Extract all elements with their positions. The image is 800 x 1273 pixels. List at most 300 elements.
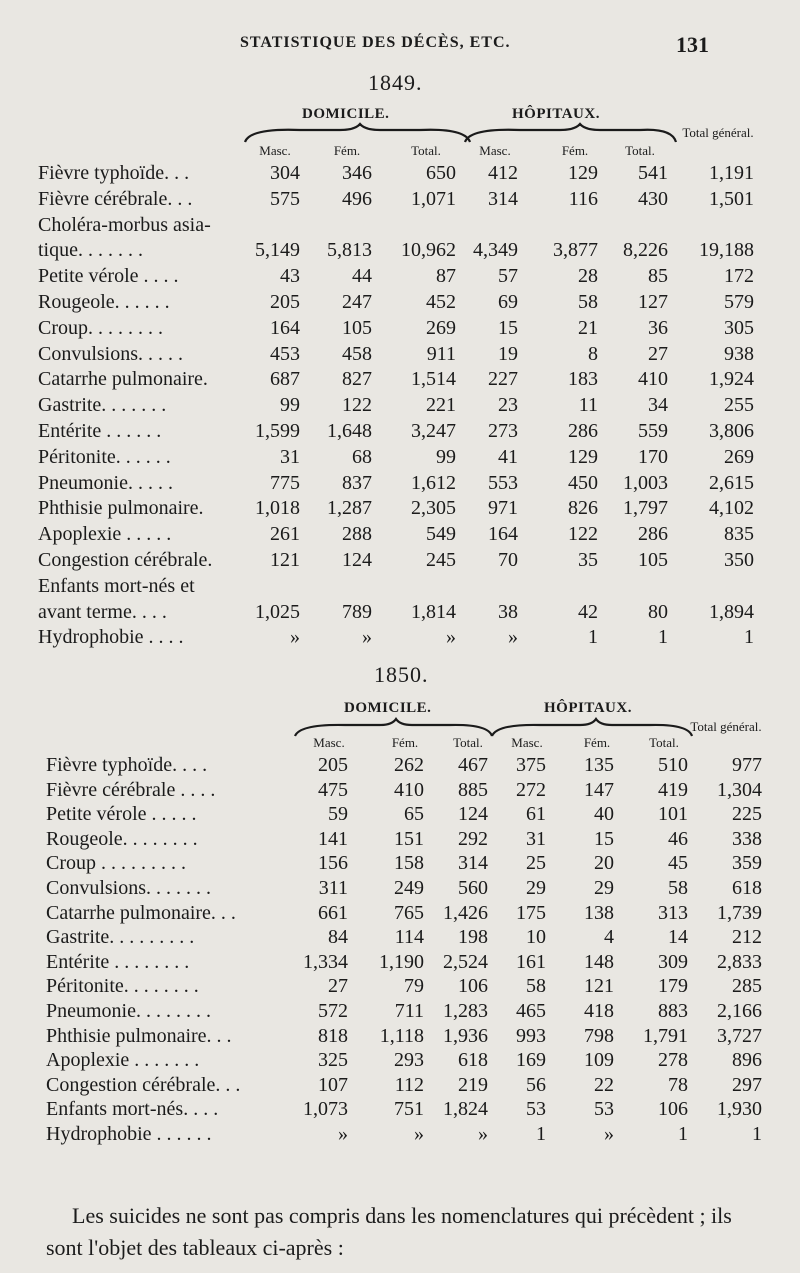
value-cell: 971 [488, 497, 518, 520]
value-cell: 297 [732, 1073, 762, 1096]
value-cell: » [414, 1123, 424, 1145]
value-cell: 765 [394, 901, 424, 924]
value-cell: 827 [342, 368, 372, 391]
table-row [0, 265, 800, 291]
cause-label: Hydrophobie . . . . [38, 626, 184, 649]
value-cell: 314 [458, 852, 488, 875]
value-cell: 896 [732, 1049, 762, 1072]
cause-label: Phthisie pulmonaire. . . [46, 1024, 232, 1047]
value-cell: 41 [498, 445, 518, 468]
cause-label: Fièvre cérébrale . . . . [46, 778, 216, 801]
value-cell: 21 [578, 316, 598, 339]
value-cell: 15 [498, 316, 518, 339]
table-row [0, 162, 800, 188]
value-cell: 496 [342, 187, 372, 210]
value-cell: 412 [488, 162, 518, 184]
value-cell: 31 [526, 827, 546, 850]
value-cell: 1,118 [379, 1024, 424, 1047]
value-cell: 837 [342, 471, 372, 494]
value-cell: 3,247 [411, 420, 456, 442]
value-cell: 10,962 [401, 239, 456, 262]
cause-label: Entérite . . . . . . . . [46, 950, 190, 973]
group-label-domicile: DOMICILE. [344, 700, 432, 716]
value-cell: 2,524 [443, 950, 488, 973]
value-cell: 65 [404, 803, 424, 826]
value-cell: 430 [638, 187, 668, 210]
table-row [0, 1025, 800, 1050]
value-cell: 313 [658, 901, 688, 924]
value-cell: 78 [668, 1073, 688, 1096]
value-cell: 44 [352, 265, 372, 288]
table-row [0, 626, 800, 652]
value-cell: 148 [584, 950, 614, 973]
table-row [0, 420, 800, 446]
col-head-masc: Masc. [313, 735, 345, 750]
value-cell: 5,813 [327, 239, 372, 262]
value-cell: 2,166 [717, 1000, 762, 1022]
value-cell: 346 [342, 162, 372, 184]
value-cell: 31 [280, 445, 300, 468]
table-row [0, 291, 800, 317]
value-cell: 559 [638, 420, 668, 442]
cause-label: Apoplexie . . . . . . . [46, 1049, 200, 1072]
value-cell: 549 [426, 523, 456, 546]
value-cell: 1,824 [443, 1098, 488, 1121]
value-cell: 56 [526, 1073, 546, 1096]
value-cell: 885 [458, 778, 488, 801]
cause-label: Petite vérole . . . . . [46, 803, 197, 826]
col-head-total: Total. [411, 143, 441, 158]
value-cell: 164 [488, 523, 518, 546]
value-cell: 1,073 [303, 1098, 348, 1121]
table-row [0, 549, 800, 575]
cause-label: Congestion cérébrale. . . [46, 1073, 241, 1096]
value-cell: 227 [488, 368, 518, 391]
value-cell: 5,149 [255, 239, 300, 262]
value-cell: 59 [328, 803, 348, 826]
value-cell: 42 [578, 600, 598, 623]
value-cell: 751 [394, 1098, 424, 1121]
value-cell: 1,003 [623, 471, 668, 494]
col-head-fem-hopitaux: Fém. [583, 735, 611, 750]
value-cell: 43 [280, 265, 300, 288]
value-cell: 475 [318, 778, 348, 801]
value-cell: 3,877 [553, 239, 598, 262]
value-cell: 1,283 [443, 1000, 488, 1022]
value-cell: 1 [678, 1123, 688, 1145]
table-row [0, 446, 800, 472]
value-cell: 938 [724, 342, 754, 365]
table-row [0, 803, 800, 828]
value-cell: 105 [342, 316, 372, 339]
value-cell: 661 [318, 901, 348, 924]
value-cell: 22 [594, 1073, 614, 1096]
value-cell: 107 [318, 1073, 348, 1096]
value-cell: 122 [568, 523, 598, 546]
value-cell: 205 [318, 754, 348, 776]
value-cell: 106 [458, 975, 488, 998]
footer-paragraph: Les suicides ne sont pas compris dans les nomenclatures qui précèdent ; ils sont l'objet des tableaux ci-après : [46, 1203, 732, 1260]
value-cell: 262 [394, 754, 424, 776]
value-cell: 36 [648, 316, 668, 339]
value-cell: 1 [658, 626, 668, 649]
value-cell: 45 [668, 852, 688, 875]
value-cell: 53 [526, 1098, 546, 1121]
cause-label: Hydrophobie . . . . . . [46, 1123, 212, 1145]
table-row [0, 1074, 800, 1099]
value-cell: 80 [648, 600, 668, 623]
value-cell: 350 [724, 549, 754, 571]
value-cell: 1,514 [411, 368, 456, 391]
table-row [0, 852, 800, 877]
value-cell: 58 [578, 291, 598, 313]
value-cell: 135 [584, 754, 614, 776]
value-cell: 273 [488, 420, 518, 442]
col-head-total-general: Total général. [682, 125, 754, 140]
value-cell: 687 [270, 368, 300, 391]
table-row [0, 368, 800, 394]
col-head-masc-hopitaux: Masc. [479, 143, 511, 158]
value-cell: 510 [658, 754, 688, 776]
cause-label: Apoplexie . . . . . [38, 523, 172, 546]
value-cell: 221 [426, 394, 456, 417]
value-cell: 219 [458, 1073, 488, 1096]
value-cell: 285 [732, 975, 762, 998]
value-cell: 161 [516, 950, 546, 973]
value-cell: 27 [328, 975, 348, 998]
value-cell: 8,226 [623, 239, 668, 262]
value-cell: 453 [270, 342, 300, 365]
value-cell: 1,287 [327, 497, 372, 520]
value-cell: 29 [594, 877, 614, 899]
cause-label: Petite vérole . . . . [38, 265, 179, 288]
table-row [0, 239, 800, 265]
table-row [0, 877, 800, 902]
table-row [0, 951, 800, 976]
value-cell: 4,349 [473, 239, 518, 262]
value-cell: 572 [318, 1000, 348, 1022]
table-row [0, 902, 800, 927]
value-cell: 993 [516, 1024, 546, 1047]
value-cell: 69 [498, 291, 518, 313]
value-cell: 175 [516, 901, 546, 924]
value-cell: 38 [498, 600, 518, 623]
value-cell: 1,304 [717, 778, 762, 801]
table-row [0, 472, 800, 498]
value-cell: 106 [658, 1098, 688, 1121]
value-cell: 40 [594, 803, 614, 826]
value-cell: 61 [526, 803, 546, 826]
value-cell: 27 [648, 342, 668, 365]
cause-label: Congestion cérébrale. [38, 549, 213, 571]
value-cell: 158 [394, 852, 424, 875]
value-cell: 114 [394, 926, 424, 949]
value-cell: 314 [488, 187, 518, 210]
value-cell: 1,648 [327, 420, 372, 442]
cause-label: Gastrite. . . . . . . . . [46, 926, 195, 949]
value-cell: 272 [516, 778, 546, 801]
cause-label: Croup . . . . . . . . . [46, 852, 186, 875]
value-cell: 541 [638, 162, 668, 184]
value-cell: 338 [732, 827, 762, 850]
value-cell: 458 [342, 342, 372, 365]
value-cell: 151 [394, 827, 424, 850]
table-row [0, 926, 800, 951]
value-cell: 826 [568, 497, 598, 520]
cause-label: Péritonite. . . . . . [38, 445, 171, 468]
table-row [0, 975, 800, 1000]
value-cell: 34 [648, 394, 668, 417]
cause-label: Gastrite. . . . . . . [38, 394, 167, 417]
value-cell: 15 [594, 827, 614, 850]
value-cell: 278 [658, 1049, 688, 1072]
table-row [0, 1000, 800, 1025]
value-cell: 1,018 [255, 497, 300, 520]
value-cell: 359 [732, 852, 762, 875]
value-cell: 53 [594, 1098, 614, 1121]
value-cell: 183 [568, 368, 598, 391]
value-cell: 245 [426, 549, 456, 571]
col-head-total: Total. [453, 735, 483, 750]
value-cell: 1,797 [623, 497, 668, 520]
value-cell: » [508, 626, 518, 649]
cause-label: Fièvre cérébrale. . . [38, 187, 193, 210]
value-cell: 292 [458, 827, 488, 850]
value-cell: 1,739 [717, 901, 762, 924]
value-cell: 452 [426, 291, 456, 313]
value-cell: 99 [436, 445, 456, 468]
value-cell: 105 [638, 549, 668, 571]
value-cell: 1,025 [255, 600, 300, 623]
running-title: STATISTIQUE DES DÉCÈS, ETC. [240, 34, 511, 51]
cause-label: Rougeole. . . . . . [38, 291, 170, 313]
table-row [0, 828, 800, 853]
cause-label: Entérite . . . . . . [38, 420, 162, 442]
value-cell: 122 [342, 394, 372, 417]
value-cell: » [290, 626, 300, 649]
col-head-fem: Fém. [333, 143, 361, 158]
table-row [0, 394, 800, 420]
value-cell: 121 [584, 975, 614, 998]
cause-label: Fièvre typhoïde. . . [38, 162, 190, 184]
value-cell: 10 [526, 926, 546, 949]
value-cell: 19 [498, 342, 518, 365]
value-cell: 1 [744, 626, 754, 649]
value-cell: 818 [318, 1024, 348, 1047]
value-cell: 3,727 [717, 1024, 762, 1047]
value-cell: 170 [638, 445, 668, 468]
value-cell: 85 [648, 265, 668, 288]
value-cell: 58 [526, 975, 546, 998]
value-cell: 79 [404, 975, 424, 998]
value-cell: 46 [668, 827, 688, 850]
value-cell: 249 [394, 877, 424, 899]
group-label-domicile: DOMICILE. [302, 106, 390, 122]
value-cell: 789 [342, 600, 372, 623]
value-cell: 553 [488, 471, 518, 494]
table-year: 1849. [368, 70, 423, 95]
value-cell: 116 [568, 187, 598, 210]
table-year: 1850. [374, 662, 429, 687]
value-cell: 269 [426, 316, 456, 339]
value-cell: 1 [588, 626, 598, 649]
value-cell: 1,894 [709, 600, 754, 623]
value-cell: 129 [568, 162, 598, 184]
col-head-masc: Masc. [259, 143, 291, 158]
value-cell: 225 [732, 803, 762, 826]
value-cell: 20 [594, 852, 614, 875]
value-cell: » [362, 626, 372, 649]
col-head-masc-hopitaux: Masc. [511, 735, 543, 750]
value-cell: 977 [732, 754, 762, 776]
value-cell: 70 [498, 549, 518, 571]
value-cell: 138 [584, 901, 614, 924]
value-cell: 35 [578, 549, 598, 571]
page-header [0, 34, 800, 62]
value-cell: 212 [732, 926, 762, 949]
col-head-total-general: Total général. [690, 719, 762, 734]
value-cell: 205 [270, 291, 300, 313]
value-cell: 68 [352, 445, 372, 468]
value-cell: » [338, 1123, 348, 1145]
value-cell: 169 [516, 1049, 546, 1072]
value-cell: 711 [394, 1000, 424, 1022]
value-cell: 1 [536, 1123, 546, 1145]
cause-label: Croup. . . . . . . . [38, 316, 163, 339]
cause-label: Enfants mort-nés. . . . [46, 1098, 219, 1121]
value-cell: 172 [724, 265, 754, 288]
value-cell: 419 [658, 778, 688, 801]
value-cell: 124 [342, 549, 372, 571]
cause-label: Catarrhe pulmonaire. . . [46, 901, 236, 924]
value-cell: 25 [526, 852, 546, 875]
value-cell: 311 [318, 877, 348, 899]
value-cell: 3,806 [709, 420, 754, 442]
table-row [0, 1123, 800, 1148]
value-cell: 418 [584, 1000, 614, 1022]
value-cell: 1,612 [411, 471, 456, 494]
value-cell: 23 [498, 394, 518, 417]
value-cell: 1,426 [443, 901, 488, 924]
group-label-hopitaux: HÔPITAUX. [544, 700, 632, 716]
value-cell: 286 [568, 420, 598, 442]
value-cell: 1,936 [443, 1024, 488, 1047]
value-cell: 2,305 [411, 497, 456, 520]
cause-label: Catarrhe pulmonaire. [38, 368, 208, 391]
value-cell: » [604, 1123, 614, 1145]
value-cell: 124 [458, 803, 488, 826]
value-cell: 560 [458, 877, 488, 899]
value-cell: 293 [394, 1049, 424, 1072]
col-head-total-hopitaux: Total. [625, 143, 655, 158]
table-row [0, 188, 800, 214]
value-cell: 109 [584, 1049, 614, 1072]
value-cell: 4 [604, 926, 614, 949]
cause-label: Fièvre typhoïde. . . . [46, 754, 208, 776]
table-row [0, 601, 800, 627]
table-row [0, 779, 800, 804]
value-cell: 375 [516, 754, 546, 776]
value-cell: 147 [584, 778, 614, 801]
value-cell: 304 [270, 162, 300, 184]
cause-label: Convulsions. . . . . [38, 342, 184, 365]
value-cell: 4,102 [709, 497, 754, 520]
table-row [0, 497, 800, 523]
col-head-total-hopitaux: Total. [649, 735, 679, 750]
value-cell: 58 [668, 877, 688, 899]
cause-label: Pneumonie. . . . . [38, 471, 173, 494]
value-cell: 911 [426, 342, 456, 365]
value-cell: 1,814 [411, 600, 456, 623]
value-cell: 1,501 [709, 187, 754, 210]
value-cell: 101 [658, 803, 688, 826]
value-cell: 579 [724, 291, 754, 313]
col-head-fem: Fém. [391, 735, 419, 750]
value-cell: 288 [342, 523, 372, 546]
value-cell: 1,791 [643, 1024, 688, 1047]
value-cell: 1,334 [303, 950, 348, 973]
cause-label: Choléra-morbus asia- [38, 213, 211, 236]
value-cell: 255 [724, 394, 754, 417]
value-cell: 112 [394, 1073, 424, 1096]
cause-label: Péritonite. . . . . . . . [46, 975, 199, 998]
value-cell: 618 [458, 1049, 488, 1072]
cause-label: Phthisie pulmonaire. [38, 497, 204, 520]
cause-label: Rougeole. . . . . . . . [46, 827, 198, 850]
value-cell: 835 [724, 523, 754, 546]
value-cell: 28 [578, 265, 598, 288]
value-cell: 121 [270, 549, 300, 571]
table-row [0, 343, 800, 369]
value-cell: 1,924 [709, 368, 754, 391]
value-cell: 1,930 [717, 1098, 762, 1121]
value-cell: 465 [516, 1000, 546, 1022]
table-row [0, 1049, 800, 1074]
table-row [0, 214, 800, 240]
value-cell: 410 [638, 368, 668, 391]
value-cell: 650 [426, 162, 456, 184]
value-cell: 179 [658, 975, 688, 998]
value-cell: 57 [498, 265, 518, 288]
value-cell: 84 [328, 926, 348, 949]
value-cell: 29 [526, 877, 546, 899]
value-cell: 127 [638, 291, 668, 313]
table-row [0, 575, 800, 601]
value-cell: 141 [318, 827, 348, 850]
value-cell: 247 [342, 291, 372, 313]
page-number: 131 [676, 32, 709, 57]
value-cell: 1,599 [255, 420, 300, 442]
cause-label: Pneumonie. . . . . . . . [46, 1000, 211, 1022]
value-cell: 261 [270, 523, 300, 546]
group-label-hopitaux: HÔPITAUX. [512, 106, 600, 122]
value-cell: 410 [394, 778, 424, 801]
value-cell: 1,071 [411, 187, 456, 210]
value-cell: 1,191 [709, 162, 754, 184]
value-cell: 618 [732, 877, 762, 899]
value-cell: 164 [270, 316, 300, 339]
value-cell: 309 [658, 950, 688, 973]
value-cell: 1,190 [379, 950, 424, 973]
value-cell: 2,615 [709, 471, 754, 494]
value-cell: 8 [588, 342, 598, 365]
table-row [0, 754, 800, 779]
value-cell: 198 [458, 926, 488, 949]
cause-label: Enfants mort-nés et [38, 574, 195, 597]
cause-label: Convulsions. . . . . . . [46, 877, 212, 899]
value-cell: 129 [568, 445, 598, 468]
value-cell: 798 [584, 1024, 614, 1047]
